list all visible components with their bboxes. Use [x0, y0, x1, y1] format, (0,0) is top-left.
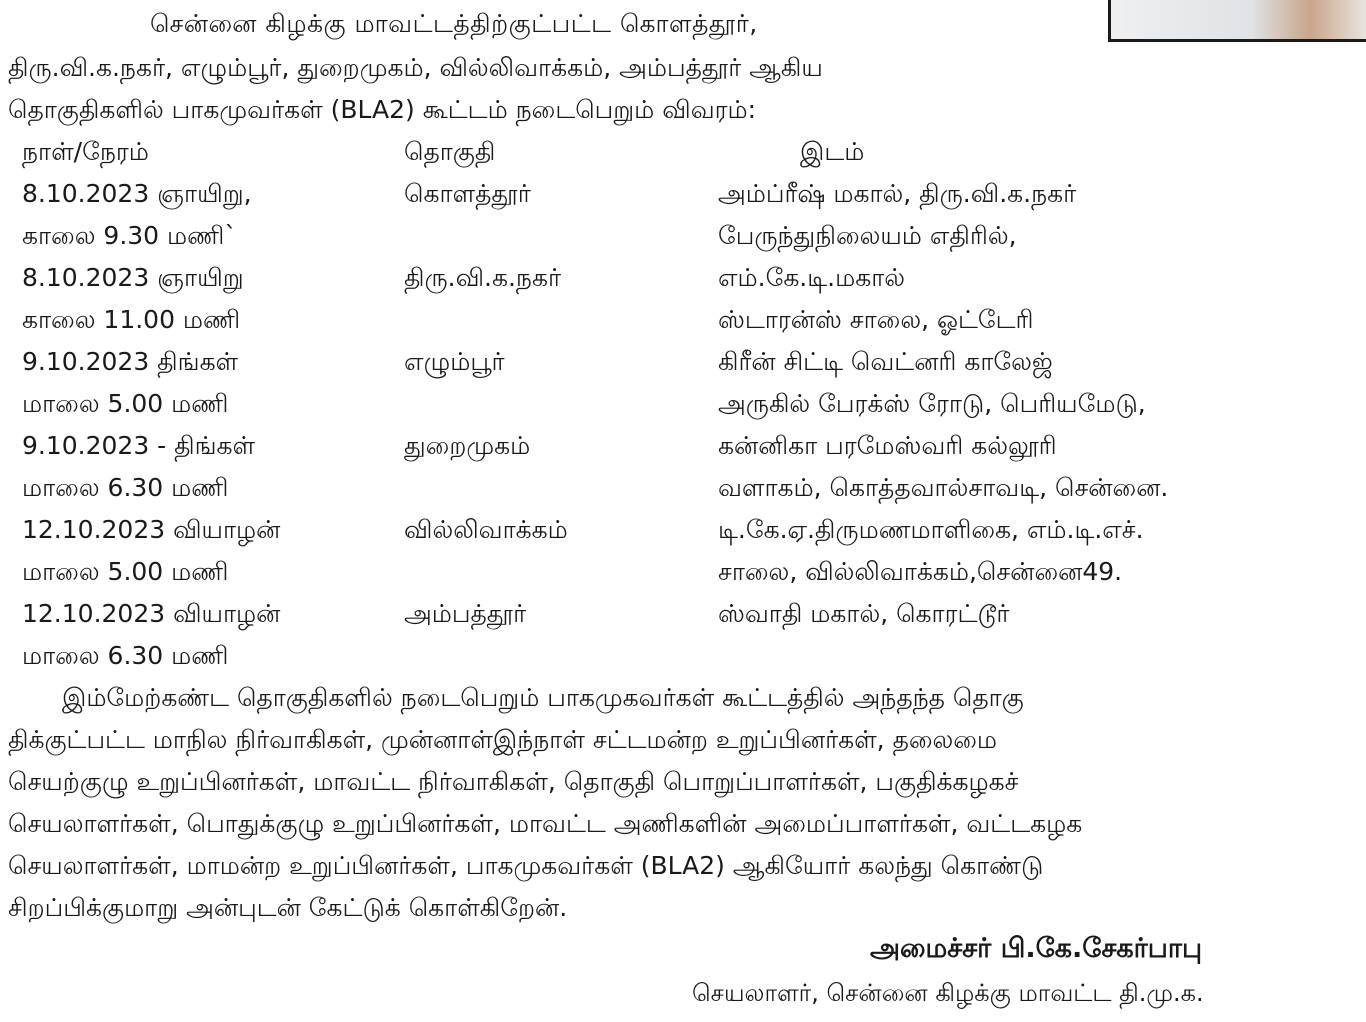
- table-row-venue: டி.கே.ஏ.திருமணமாளிகை, எம்.டி.எச்.: [718, 515, 1144, 544]
- table-row-date: 12.10.2023 வியாழன்: [22, 515, 281, 544]
- table-row-venue: அம்ப்ரீஷ் மகால், திரு.வி.க.நகர்: [718, 179, 1077, 208]
- table-row-time: மாலை 6.30 மணி: [22, 641, 229, 670]
- body-line-2: திக்குட்பட்ட மாநில நிர்வாகிகள், முன்னாள்இந்நாள் சட்டமன்ற உறுப்பினர்கள், தலைமை: [8, 725, 998, 754]
- table-row-constituency: எழும்பூர்: [404, 347, 505, 376]
- signature-title: செயலாளர், சென்னை கிழக்கு மாவட்ட தி.மு.க.: [692, 979, 1204, 1007]
- table-header-venue: இடம்: [800, 137, 865, 166]
- body-line-3: செயற்குழு உறுப்பினர்கள், மாவட்ட நிர்வாகிகள், தொகுதி பொறுப்பாளர்கள், பகுதிக்கழகச்: [8, 767, 1019, 796]
- table-row-constituency: அம்பத்தூர்: [404, 599, 527, 628]
- body-line-4: செயலாளர்கள், பொதுக்குழு உறுப்பினர்கள், மாவட்ட அணிகளின் அமைப்பாளர்கள், வட்டகழக: [8, 809, 1083, 838]
- table-row-venue-cont: வளாகம், கொத்தவால்சாவடி, சென்னை.: [718, 473, 1169, 502]
- table-row-venue-cont: பேருந்துநிலையம் எதிரில்,: [718, 221, 1017, 250]
- table-row-time: மாலை 5.00 மணி: [22, 557, 229, 586]
- table-header-constituency: தொகுதி: [404, 137, 496, 166]
- table-row-constituency: திரு.வி.க.நகர்: [404, 263, 562, 292]
- header-line-2: திரு.வி.க.நகர், எழும்பூர், துறைமுகம், வில்லிவாக்கம், அம்பத்தூர் ஆகிய: [8, 53, 823, 82]
- table-row-venue: எம்.கே.டி.மகால்: [718, 263, 906, 292]
- body-line-5: செயலாளர்கள், மாமன்ற உறுப்பினர்கள், பாகமுகவர்கள் (BLA2) ஆகியோர் கலந்து கொண்டு: [8, 851, 1044, 880]
- portrait-photo: [1108, 0, 1366, 42]
- table-row-date: 8.10.2023 ஞாயிறு,: [22, 179, 252, 208]
- table-row-constituency: கொளத்தூர்: [404, 179, 531, 208]
- table-row-date: 12.10.2023 வியாழன்: [22, 599, 281, 628]
- table-row-constituency: துறைமுகம்: [404, 431, 531, 460]
- table-row-time: மாலை 5.00 மணி: [22, 389, 229, 418]
- table-row-venue-cont: சாலை, வில்லிவாக்கம்,சென்னை49.: [718, 557, 1123, 586]
- table-row-venue-cont: ஸ்டாரன்ஸ் சாலை, ஓட்டேரி: [718, 305, 1034, 334]
- table-row-time: காலை 11.00 மணி: [22, 305, 241, 334]
- table-row-time: மாலை 6.30 மணி: [22, 473, 229, 502]
- table-row-date: 9.10.2023 - திங்கள்: [22, 431, 256, 460]
- table-row-date: 9.10.2023 திங்கள்: [22, 347, 239, 376]
- table-row-constituency: வில்லிவாக்கம்: [404, 515, 568, 544]
- header-line-3: தொகுதிகளில் பாகமுவர்கள் (BLA2) கூட்டம் நடைபெறும் விவரம்:: [8, 95, 757, 124]
- table-row-venue: கிரீன் சிட்டி வெட்னரி காலேஜ்: [718, 347, 1053, 376]
- table-row-venue: கன்னிகா பரமேஸ்வரி கல்லூரி: [718, 431, 1057, 460]
- table-header-datetime: நாள்/நேரம்: [22, 137, 149, 166]
- signature-name: அமைச்சர் பி.கே.சேகர்பாபு: [870, 933, 1203, 964]
- table-row-time: காலை 9.30 மணி`: [22, 221, 237, 250]
- header-line-1: சென்னை கிழக்கு மாவட்டத்திற்குட்பட்ட கொளத்தூர்,: [150, 9, 758, 38]
- body-line-1: இம்மேற்கண்ட தொகுதிகளில் நடைபெறும் பாகமுகவர்கள் கூட்டத்தில் அந்தந்த தொகு: [62, 683, 1024, 712]
- table-row-date: 8.10.2023 ஞாயிறு: [22, 263, 244, 292]
- table-row-venue: ஸ்வாதி மகால், கொரட்டூர்: [718, 599, 1010, 628]
- table-row-venue-cont: அருகில் பேரக்ஸ் ரோடு, பெரியமேடு,: [718, 389, 1146, 418]
- body-line-6: சிறப்பிக்குமாறு அன்புடன் கேட்டுக் கொள்கிறேன்.: [8, 893, 568, 922]
